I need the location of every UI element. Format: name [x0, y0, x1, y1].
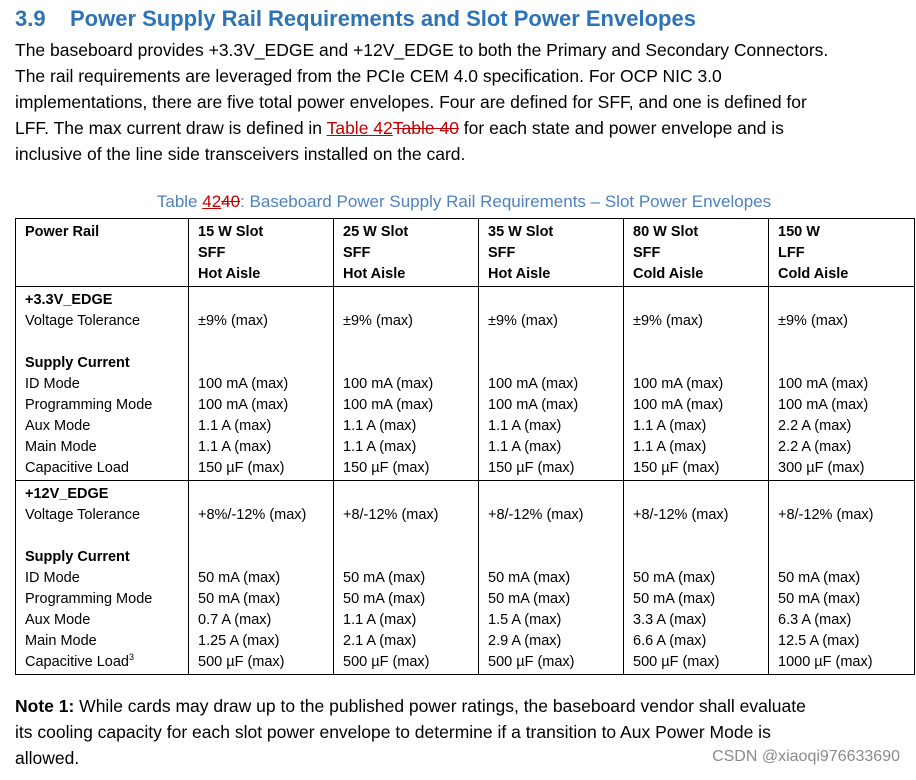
current-value: 1.1 A (max)	[343, 418, 417, 434]
spacer	[778, 547, 906, 568]
spacer	[343, 547, 470, 568]
mode-label	[25, 374, 180, 395]
paragraph-line: The rail requirements are leveraged from the PCIe CEM 4.0 specification. For OCP NIC 3.0	[15, 66, 722, 86]
current-value: 1.25 A (max)	[198, 633, 280, 649]
mode-label	[25, 458, 180, 479]
note-label: Note 1:	[15, 696, 75, 716]
mode-label-text: Programming Mode	[25, 591, 153, 607]
header-slot-80w: 80 W Slot SFF Cold Aisle	[624, 219, 769, 287]
spacer	[488, 484, 615, 505]
current-value: 50 mA (max)	[778, 570, 861, 586]
table-row	[16, 481, 915, 675]
spacer	[198, 547, 325, 568]
header-slot-35w: 35 W Slot SFF Hot Aisle	[479, 219, 624, 287]
voltage-tolerance-label: Voltage Tolerance	[25, 313, 141, 329]
rail-name: +3.3V_EDGE	[25, 292, 113, 308]
table-cell	[624, 287, 769, 481]
current-value: 100 mA (max)	[488, 376, 579, 392]
power-envelope-table	[15, 218, 915, 675]
current-value: 100 mA (max)	[488, 397, 579, 413]
note-line: its cooling capacity for each slot power envelope to determine if a transition to Aux Power Mode is	[15, 722, 771, 742]
supply-current-label: Supply Current	[25, 549, 130, 565]
spacer	[198, 484, 325, 505]
rail-label-cell	[16, 287, 189, 481]
mode-label	[25, 631, 180, 652]
rail-label-cell	[16, 481, 189, 675]
current-value: 500 µF (max)	[343, 654, 430, 670]
current-value: 150 µF (max)	[488, 460, 575, 476]
current-value: 2.2 A (max)	[778, 418, 852, 434]
table-cell	[479, 481, 624, 675]
current-value: 1.1 A (max)	[198, 418, 272, 434]
voltage-tolerance-value: +8/-12% (max)	[633, 507, 729, 523]
spacer	[633, 526, 760, 547]
mode-label-text: Programming Mode	[25, 397, 153, 413]
caption-inserted-number: 42	[202, 192, 222, 211]
current-value: 1.5 A (max)	[488, 612, 562, 628]
spacer	[488, 332, 615, 353]
current-value: 50 mA (max)	[343, 591, 426, 607]
spacer	[778, 526, 906, 547]
paragraph-line: inclusive of the line side transceivers installed on the card.	[15, 144, 466, 164]
spacer	[343, 290, 470, 311]
paragraph-text: for each state and power envelope and is	[458, 118, 784, 138]
mode-label-text: Capacitive Load	[25, 654, 129, 670]
table-cell	[334, 481, 479, 675]
voltage-tolerance-value: ±9% (max)	[198, 313, 268, 329]
current-value: 50 mA (max)	[633, 591, 716, 607]
voltage-tolerance-value: +8/-12% (max)	[343, 507, 439, 523]
footnote-marker: 3	[129, 652, 135, 663]
spacer	[25, 526, 180, 547]
current-value: 50 mA (max)	[488, 570, 571, 586]
header-power-rail: Power Rail	[16, 219, 189, 287]
mode-label	[25, 610, 180, 631]
voltage-tolerance-label: Voltage Tolerance	[25, 507, 141, 523]
spacer	[343, 526, 470, 547]
current-value: 500 µF (max)	[488, 654, 575, 670]
table-caption	[0, 192, 916, 212]
current-value: 2.1 A (max)	[343, 633, 417, 649]
paragraph-text: LFF. The max current draw is defined in	[15, 118, 327, 138]
spacer	[488, 290, 615, 311]
table-cell	[189, 481, 334, 675]
note-line	[15, 693, 905, 719]
paragraph-line: implementations, there are five total power envelopes. Four are defined for SFF, and one is defined for	[15, 92, 807, 112]
table-header-row	[16, 219, 915, 287]
paragraph-line: The baseboard provides +3.3V_EDGE and +12V_EDGE to both the Primary and Secondary Connectors.	[15, 40, 829, 60]
spacer	[633, 547, 760, 568]
voltage-tolerance-value: ±9% (max)	[343, 313, 413, 329]
voltage-tolerance-value: ±9% (max)	[778, 313, 848, 329]
current-value: 100 mA (max)	[198, 376, 289, 392]
section-title: Power Supply Rail Requirements and Slot Power Envelopes	[70, 6, 696, 31]
mode-label	[25, 589, 180, 610]
current-value: 1000 µF (max)	[778, 654, 873, 670]
mode-label-text: ID Mode	[25, 376, 80, 392]
spacer	[778, 332, 906, 353]
spacer	[633, 484, 760, 505]
voltage-tolerance-value: +8/-12% (max)	[778, 507, 874, 523]
table-cell	[769, 481, 915, 675]
spacer	[488, 526, 615, 547]
current-value: 3.3 A (max)	[633, 612, 707, 628]
current-value: 1.1 A (max)	[488, 418, 562, 434]
current-value: 500 µF (max)	[198, 654, 285, 670]
spacer	[198, 526, 325, 547]
current-value: 1.1 A (max)	[488, 439, 562, 455]
current-value: 50 mA (max)	[778, 591, 861, 607]
caption-text: : Baseboard Power Supply Rail Requirements – Slot Power Envelopes	[240, 192, 772, 211]
current-value: 100 mA (max)	[198, 397, 289, 413]
current-value: 1.1 A (max)	[633, 418, 707, 434]
spacer	[198, 290, 325, 311]
current-value: 100 mA (max)	[343, 397, 434, 413]
table-reference-link[interactable]: Table 42	[326, 118, 393, 138]
current-value: 150 µF (max)	[343, 460, 430, 476]
current-value: 1.1 A (max)	[198, 439, 272, 455]
current-value: 0.7 A (max)	[198, 612, 272, 628]
mode-label-text: Capacitive Load	[25, 460, 129, 476]
mode-label-text: Aux Mode	[25, 418, 91, 434]
section-number: 3.9	[15, 6, 46, 31]
rail-name: +12V_EDGE	[25, 486, 109, 502]
mode-label-text: ID Mode	[25, 570, 80, 586]
current-value: 6.3 A (max)	[778, 612, 852, 628]
spacer	[778, 353, 906, 374]
current-value: 6.6 A (max)	[633, 633, 707, 649]
current-value: 100 mA (max)	[633, 376, 724, 392]
current-value: 500 µF (max)	[633, 654, 720, 670]
mode-label-text: Aux Mode	[25, 612, 91, 628]
spacer	[343, 484, 470, 505]
voltage-tolerance-value: +8%/-12% (max)	[198, 507, 307, 523]
note-text: While cards may draw up to the published power ratings, the baseboard vendor shall evaluate	[74, 696, 806, 716]
intro-paragraph	[15, 37, 910, 167]
current-value: 50 mA (max)	[633, 570, 716, 586]
table-cell	[769, 287, 915, 481]
current-value: 100 mA (max)	[343, 376, 434, 392]
spacer	[778, 484, 906, 505]
table-cell	[624, 481, 769, 675]
spacer	[778, 290, 906, 311]
mode-label	[25, 568, 180, 589]
current-value: 100 mA (max)	[633, 397, 724, 413]
spacer	[343, 332, 470, 353]
voltage-tolerance-value: ±9% (max)	[488, 313, 558, 329]
section-heading	[15, 6, 696, 32]
voltage-tolerance-value: ±9% (max)	[633, 313, 703, 329]
watermark: CSDN @xiaoqi976633690	[712, 748, 900, 765]
caption-prefix: Table	[156, 192, 203, 211]
mode-label-text: Main Mode	[25, 633, 97, 649]
current-value: 2.2 A (max)	[778, 439, 852, 455]
paragraph-line	[15, 115, 910, 141]
spacer	[633, 290, 760, 311]
deleted-table-reference: Table 40	[392, 118, 459, 138]
current-value: 50 mA (max)	[198, 570, 281, 586]
voltage-tolerance-value: +8/-12% (max)	[488, 507, 584, 523]
table-row	[16, 287, 915, 481]
spacer	[633, 353, 760, 374]
spacer	[488, 547, 615, 568]
current-value: 100 mA (max)	[778, 397, 869, 413]
mode-label	[25, 395, 180, 416]
mode-label	[25, 652, 180, 673]
current-value: 50 mA (max)	[198, 591, 281, 607]
spacer	[488, 353, 615, 374]
note-line: allowed.	[15, 748, 80, 768]
current-value: 300 µF (max)	[778, 460, 865, 476]
table-cell	[334, 287, 479, 481]
current-value: 150 µF (max)	[633, 460, 720, 476]
header-slot-25w: 25 W Slot SFF Hot Aisle	[334, 219, 479, 287]
current-value: 12.5 A (max)	[778, 633, 860, 649]
table-cell	[189, 287, 334, 481]
header-slot-15w: 15 W Slot SFF Hot Aisle	[189, 219, 334, 287]
mode-label	[25, 416, 180, 437]
current-value: 100 mA (max)	[778, 376, 869, 392]
current-value: 50 mA (max)	[343, 570, 426, 586]
current-value: 1.1 A (max)	[633, 439, 707, 455]
spacer	[633, 332, 760, 353]
table-cell	[479, 287, 624, 481]
spacer	[198, 353, 325, 374]
spacer	[25, 332, 180, 353]
spacer	[198, 332, 325, 353]
spacer	[343, 353, 470, 374]
current-value: 1.1 A (max)	[343, 612, 417, 628]
current-value: 150 µF (max)	[198, 460, 285, 476]
mode-label-text: Main Mode	[25, 439, 97, 455]
current-value: 2.9 A (max)	[488, 633, 562, 649]
current-value: 1.1 A (max)	[343, 439, 417, 455]
caption-deleted-number: 40	[221, 192, 241, 211]
supply-current-label: Supply Current	[25, 355, 130, 371]
mode-label	[25, 437, 180, 458]
header-slot-150w: 150 W LFF Cold Aisle	[769, 219, 915, 287]
current-value: 50 mA (max)	[488, 591, 571, 607]
